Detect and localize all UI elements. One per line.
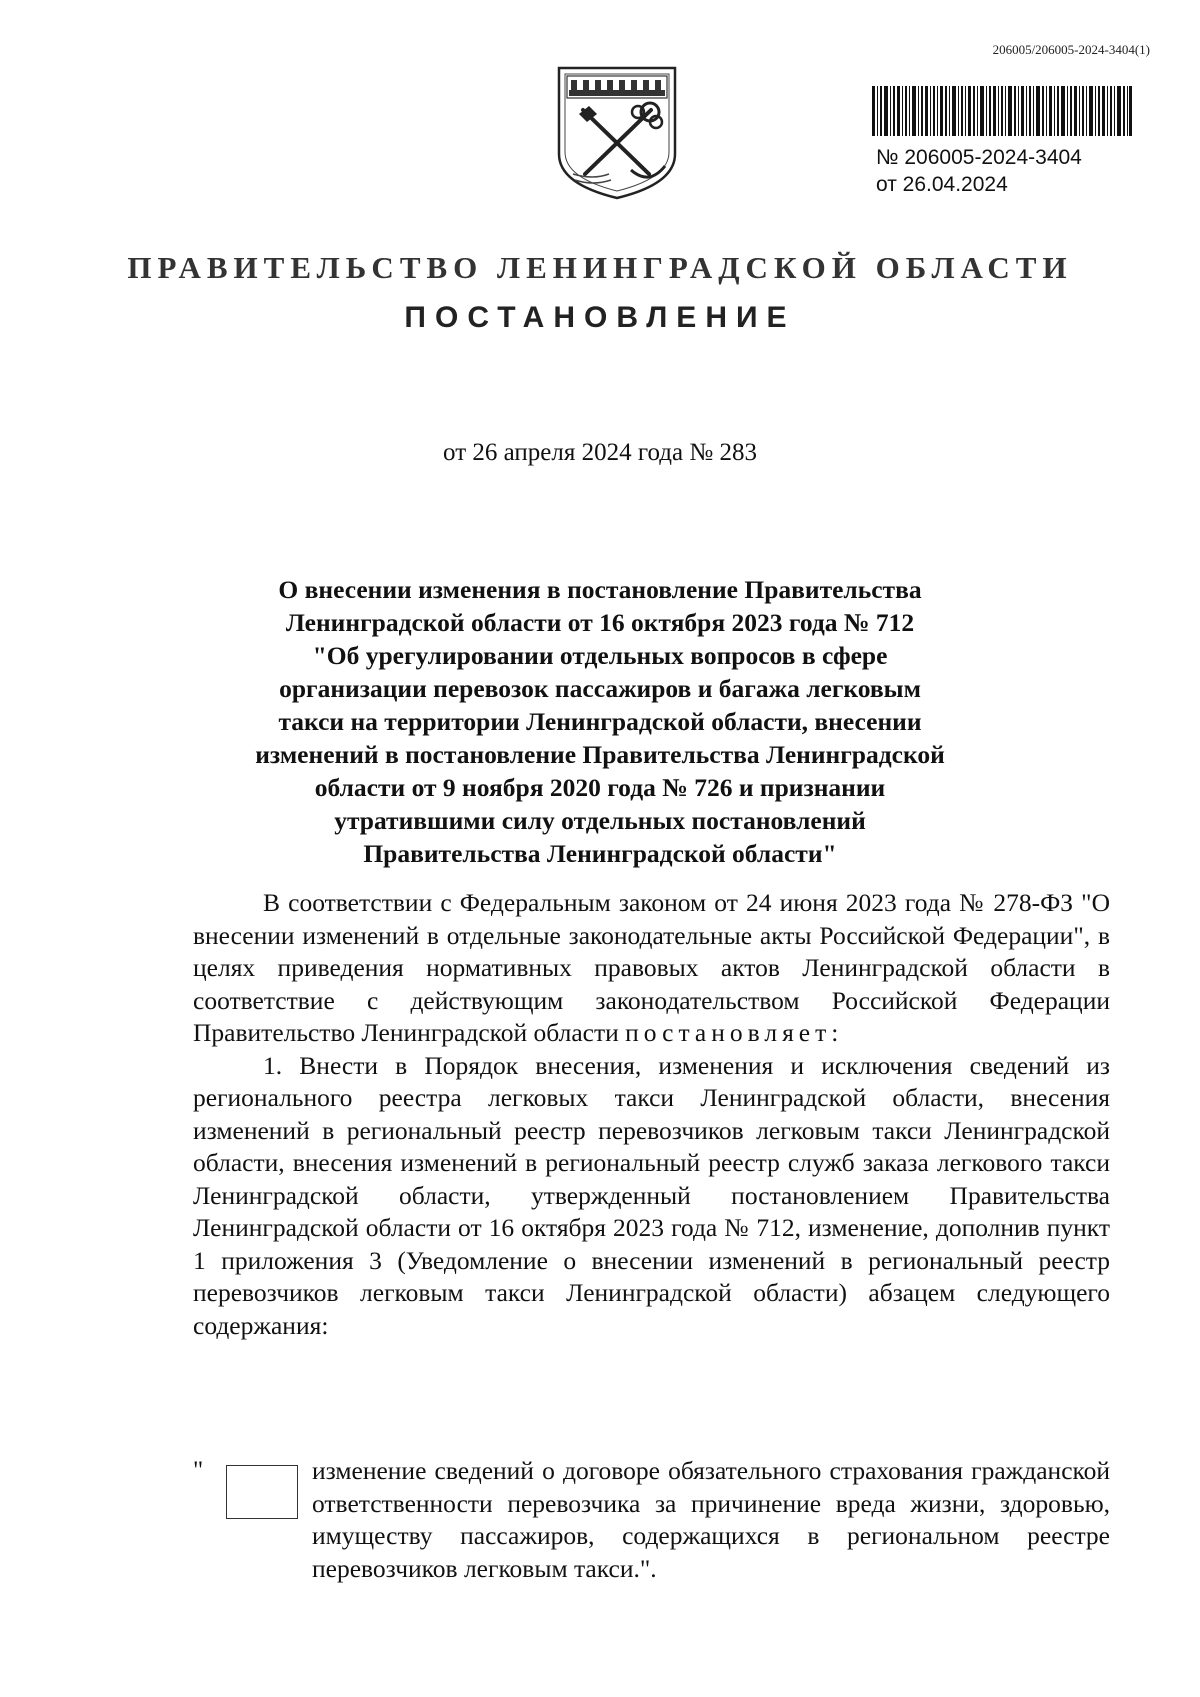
document-id: 206005/206005-2024-3404(1)	[992, 42, 1150, 57]
leningrad-oblast-coat-of-arms-icon	[553, 62, 681, 202]
organization-name: ПРАВИТЕЛЬСТВО ЛЕНИНГРАДСКОЙ ОБЛАСТИ	[127, 250, 1073, 285]
document-title	[240, 573, 960, 870]
title-line: "Об урегулировании отдельных вопросов в сфере	[312, 641, 888, 670]
title-line: Правительства Ленинградской области"	[363, 839, 837, 868]
title-line: организации перевозок пассажиров и багажа легковым	[279, 674, 921, 703]
option-text: изменение сведений о договоре обязательного страхования гражданской ответственности перевозчика за причинение вреда жизни, здоровью, имуществу пассажиров, содержащихся в региональном реестре перевозчиков легковым такси.".	[312, 1456, 1110, 1583]
resolves-word: постановляет:	[625, 1018, 844, 1047]
preamble-text: В соответствии с Федеральным законом от 24 июня 2023 года № 278-ФЗ "О внесении изменений в отдельные законодательные акты Российской Федерации", в целях приведения нормативных правовых актов Ленинградской области в соответствие с действующим законодательством Российской Федерации Правительство Ленинградской области	[193, 888, 1110, 1047]
registration-number: № 206005-2024-3404	[876, 146, 1082, 169]
title-line: Ленинградской области от 16 октября 2023 года № 712	[285, 608, 915, 637]
item-1-paragraph: 1. Внести в Порядок внесения, изменения и исключения сведений из регионального реестра легковых такси Ленинградской области, внесения изменений в региональный реестр перевозчиков легковым такси Ленинградской области, внесения изменений в региональный реестр служб заказа легкового такси Ленинградской области, утвержденный постановлением Правительства Ленинградской области от 16 октября 2023 года № 712, изменение, дополнив пункт 1 приложения 3 (Уведомление о внесении изменений в региональный реестр перевозчиков легковым такси Ленинградской области) абзацем следующего содержания:	[193, 1050, 1110, 1340]
title-line: области от 9 ноября 2020 года № 726 и признании	[314, 773, 886, 802]
title-line: утратившими силу отдельных постановлений	[334, 806, 866, 835]
document-kind: ПОСТАНОВЛЕНИЕ	[404, 301, 796, 334]
title-line: О внесении изменения в постановление Правительства	[278, 575, 922, 604]
barcode-icon	[872, 86, 1132, 136]
title-line: такси на территории Ленинградской области, внесении	[278, 707, 922, 736]
title-line: изменений в постановление Правительства Ленинградской	[255, 740, 945, 769]
checkbox-field[interactable]	[226, 1465, 298, 1519]
opening-quote: "	[193, 1457, 204, 1484]
document-date-number: от 26 апреля 2024 года № 283	[443, 439, 757, 466]
registration-date: от 26.04.2024	[876, 173, 1008, 196]
document-body	[193, 887, 1110, 1342]
preamble-paragraph	[193, 887, 1110, 1050]
registration-block	[876, 144, 1082, 198]
